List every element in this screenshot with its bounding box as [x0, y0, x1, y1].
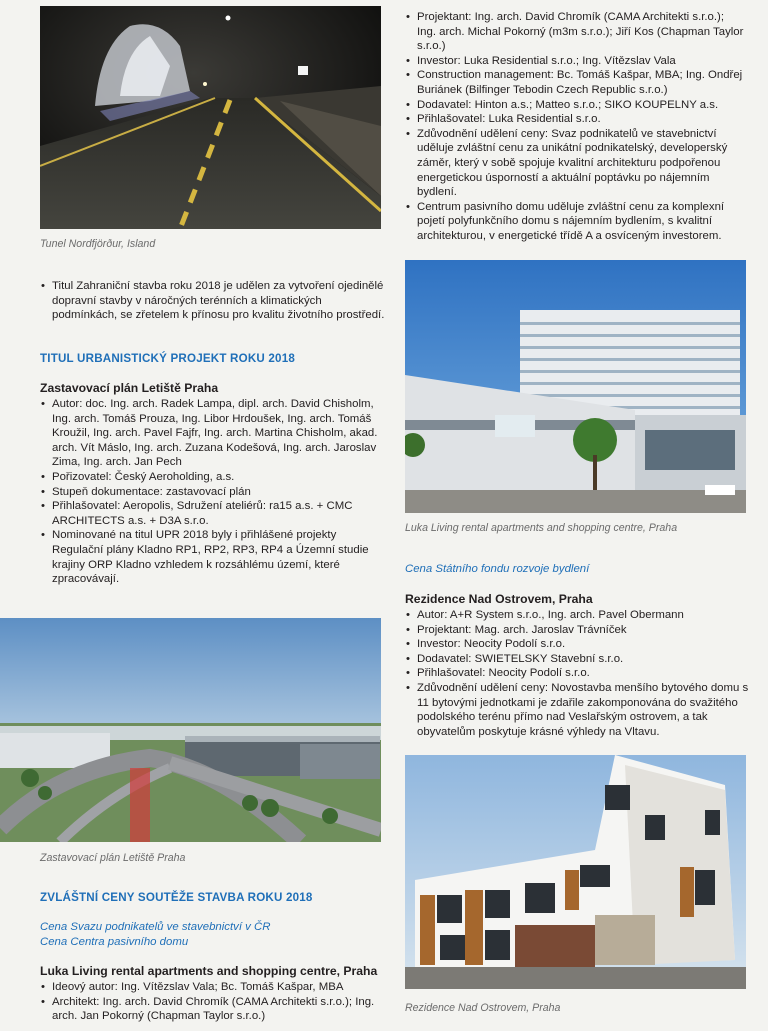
fund-heading: Cena Státního fondu rozvoje bydlení: [405, 563, 590, 575]
rez-bullet-designer: • Projektant: Mag. arch. Jaroslav Trávníček: [405, 623, 750, 638]
luka-list-left: [40, 980, 385, 1024]
luka-bullet-architect: • Architekt: Ing. arch. David Chromík (CAMA Architekti s.r.o.); Ing. arch. Jan Pokorný (Chapman Taylor s.r.o.): [40, 995, 385, 1024]
luka-bullet-passive: • Centrum pasivního domu uděluje zvláštní cenu za komplexní pojetí polyfunkčního domu s nájemním bydlením, s kvalitní architekturou, v energetické třídě A a osvíceným investorem.: [405, 200, 745, 244]
intro-list: [40, 279, 385, 323]
rez-bullet-contractor: • Dodavatel: SWIETELSKY Stavební s.r.o.: [405, 652, 750, 667]
tunnel-photo: [40, 6, 381, 229]
urban-heading: TITUL URBANISTICKÝ PROJEKT ROKU 2018: [40, 352, 295, 365]
special-subheading-1: Cena Svazu podnikatelů ve stavebnictví v ČR: [40, 921, 271, 933]
luka-caption: Luka Living rental apartments and shopping centre, Praha: [405, 522, 678, 534]
luka-bullet-idea-author: • Ideový autor: Ing. Vítězslav Vala; Bc. Tomáš Kašpar, MBA: [40, 980, 385, 995]
urban-bullet-nominated: • Nominované na titul UPR 2018 byly i přihlášené projekty Regulační plány Kladno RP1, RP2, RP3, RP4 a Územní studie krajiny ORP Kladno vzhledem k rozsáhlému území, které zpracovávají.: [40, 528, 382, 586]
urban-bullet-stage: • Stupeň dokumentace: zastavovací plán: [40, 485, 382, 500]
urban-title: Zastavovací plán Letiště Praha: [40, 381, 219, 395]
luka-title: Luka Living rental apartments and shopping centre, Praha: [40, 964, 378, 978]
airport-caption: Zastavovací plán Letiště Praha: [40, 852, 186, 864]
luka-bullet-applicant: • Přihlašovatel: Luka Residential s.r.o.: [405, 112, 745, 127]
rez-bullet-author: • Autor: A+R System s.r.o., Ing. arch. Pavel Obermann: [405, 608, 750, 623]
luka-list-right: [405, 10, 745, 244]
rezidence-photo: [405, 755, 746, 989]
luka-bullet-investor: • Investor: Luka Residential s.r.o.; Ing. Vítězslav Vala: [405, 54, 745, 69]
tunnel-caption: Tunel Nordfjörður, Island: [40, 238, 156, 250]
urban-bullet-author: • Autor: doc. Ing. arch. Radek Lampa, dipl. arch. David Chisholm, Ing. arch. Tomáš Prouza, Ing. Libor Hrdoušek, Ing. arch. Tomáš Kroužil, Ing. arch. Pavel Fajfr, Ing. arch. Martina Chisholm, akad. arch. Vít Máslo, Ing. arch. Zuzana Kodešová, Ing. arch. Jaroslav Zima, Ing. arch. Jan Pech: [40, 397, 382, 470]
special-heading: ZVLÁŠTNÍ CENY SOUTĚŽE STAVBA ROKU 2018: [40, 891, 313, 904]
rez-bullet-applicant: • Přihlašovatel: Neocity Podolí s.r.o.: [405, 666, 750, 681]
urban-list: [40, 397, 382, 587]
rez-list: [405, 608, 750, 739]
airport-photo: [0, 618, 381, 842]
luka-bullet-construction: • Construction management: Bc. Tomáš Kašpar, MBA; Ing. Ondřej Buriánek (Bilfinger Tebodin Czech Republic s.r.o.): [405, 68, 745, 97]
rez-bullet-reason: • Zdůvodnění udělení ceny: Novostavba menšího bytového domu s 11 bytovými jednotkami je zdařile zakomponována do svažitého podolského terénu přímo nad Veslařským ostrovem, a tak obyvatelům poskytuje krásné výhledy na Vltavu.: [405, 681, 750, 739]
intro-bullet: • Titul Zahraniční stavba roku 2018 je udělen za vytvoření ojedinělé dopravní stavby v náročných terénních a klimatických podmínkách, se zřetelem k přínosu pro kvalitu životního prostředí.: [40, 279, 385, 323]
rezidence-caption: Rezidence Nad Ostrovem, Praha: [405, 1002, 561, 1014]
urban-bullet-applicant: • Přihlašovatel: Aeropolis, Sdružení ateliérů: ra15 a.s. + CMC ARCHITECTS a.s. + D3A s.r.o.: [40, 499, 382, 528]
urban-bullet-acquirer: • Pořizovatel: Český Aeroholding, a.s.: [40, 470, 382, 485]
luka-bullet-reason: • Zdůvodnění udělení ceny: Svaz podnikatelů ve stavebnictví uděluje zvláštní cenu za unikátní podnikatelský, developerský záměr, který v sobě spojuje kvalitní architekturu podpořenou energetickou úsporností a aktuální poptávku po nájemním bydlení.: [405, 127, 745, 200]
rez-title: Rezidence Nad Ostrovem, Praha: [405, 592, 593, 606]
special-subheading-2: Cena Centra pasivního domu: [40, 936, 189, 948]
luka-bullet-designer: • Projektant: Ing. arch. David Chromík (CAMA Architekti s.r.o.); Ing. arch. Michal Pokorný (m3m s.r.o.); Jiří Kos (Chapman Taylor s.r.o.): [405, 10, 745, 54]
luka-bullet-contractor: • Dodavatel: Hinton a.s.; Matteo s.r.o.; SIKO KOUPELNY a.s.: [405, 98, 745, 113]
rez-bullet-investor: • Investor: Neocity Podolí s.r.o.: [405, 637, 750, 652]
luka-photo: [405, 260, 746, 513]
